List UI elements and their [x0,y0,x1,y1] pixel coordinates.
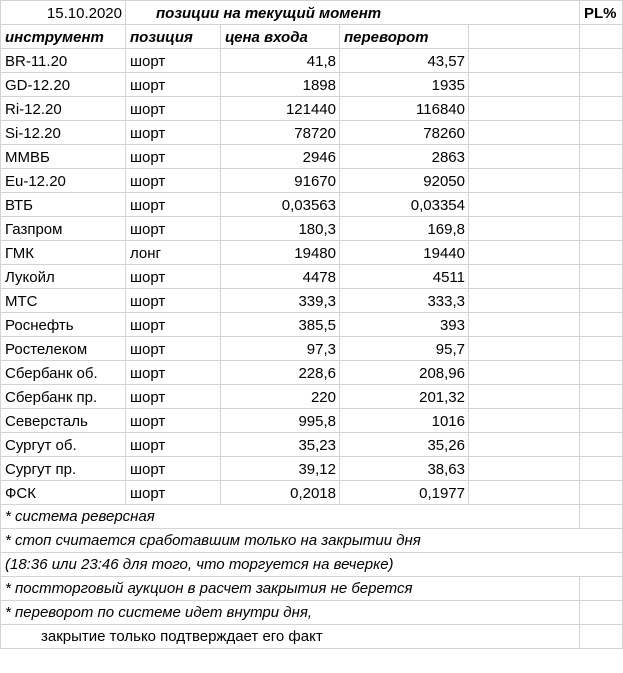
empty-cell[interactable] [580,97,623,121]
table-row [1,217,623,241]
note-row [1,553,623,577]
position-cell[interactable]: шорт [126,217,221,241]
empty-cell[interactable] [469,457,580,481]
entry-price-cell[interactable]: 228,6 [221,361,340,385]
pl-cell[interactable]: PL% [580,1,623,25]
empty-cell[interactable] [580,601,623,625]
entry-price-cell[interactable]: 97,3 [221,337,340,361]
date-cell[interactable]: 15.10.2020 [1,1,126,25]
table-row [1,193,623,217]
position-cell[interactable]: шорт [126,97,221,121]
note-cell[interactable] [1,529,421,553]
empty-cell[interactable] [469,577,580,601]
table-row [1,121,623,145]
reversal-cell[interactable]: 0,03354 [340,193,469,217]
empty-cell[interactable] [580,73,623,97]
table-row [1,337,623,361]
entry-price-cell[interactable]: 121440 [221,97,340,121]
empty-cell[interactable] [469,625,580,649]
instrument-cell[interactable]: BR-11.20 [1,49,126,73]
reversal-cell[interactable]: 43,57 [340,49,469,73]
position-cell[interactable]: шорт [126,457,221,481]
entry-price-cell[interactable]: 19480 [221,241,340,265]
reversal-cell[interactable]: 208,96 [340,361,469,385]
empty-cell[interactable] [469,25,580,49]
position-cell[interactable]: шорт [126,169,221,193]
entry-price-cell[interactable]: 0,03563 [221,193,340,217]
table-row [1,313,623,337]
entry-price-cell[interactable]: 39,12 [221,457,340,481]
empty-cell[interactable] [580,529,623,553]
reversal-cell[interactable]: 333,3 [340,289,469,313]
note-text: (18:36 или 23:46 для того, что торгуется на вечерке) [5,556,394,573]
note-text: * стоп считается сработавшим только на закрытии дня [5,532,421,549]
col-instrument[interactable]: инструмент [1,25,126,49]
instrument-cell[interactable]: Сбербанк об. [1,361,126,385]
empty-cell[interactable] [580,121,623,145]
empty-cell[interactable] [580,457,623,481]
empty-cell[interactable] [469,313,580,337]
empty-cell[interactable] [469,505,580,529]
entry-price-cell[interactable]: 41,8 [221,49,340,73]
empty-cell[interactable] [340,625,469,649]
position-cell[interactable]: шорт [126,313,221,337]
empty-cell[interactable] [469,169,580,193]
table-row [1,241,623,265]
position-cell[interactable]: шорт [126,265,221,289]
position-cell[interactable]: шорт [126,193,221,217]
note-cell[interactable] [1,577,413,601]
note-row [1,577,623,601]
table-row [1,289,623,313]
empty-cell[interactable] [469,97,580,121]
empty-cell[interactable] [340,505,469,529]
entry-price-cell[interactable]: 180,3 [221,217,340,241]
note-cell[interactable] [1,625,323,649]
position-cell[interactable]: лонг [126,241,221,265]
entry-price-cell[interactable]: 339,3 [221,289,340,313]
reversal-cell[interactable]: 19440 [340,241,469,265]
note-text: * постторговый аукцион в расчет закрытия не берется [5,580,413,597]
position-cell[interactable]: шорт [126,361,221,385]
instrument-cell[interactable]: ММВБ [1,145,126,169]
empty-cell[interactable] [340,601,469,625]
empty-cell[interactable] [580,505,623,529]
empty-cell[interactable] [469,409,580,433]
position-cell[interactable]: шорт [126,385,221,409]
empty-cell[interactable] [469,361,580,385]
reversal-cell[interactable]: 0,1977 [340,481,469,505]
empty-cell[interactable] [580,313,623,337]
empty-cell[interactable] [580,265,623,289]
empty-cell[interactable] [469,241,580,265]
col-reversal[interactable]: переворот [340,25,469,49]
table-row [1,169,623,193]
instrument-cell[interactable]: Газпром [1,217,126,241]
empty-cell[interactable] [580,169,623,193]
empty-cell[interactable] [469,217,580,241]
empty-cell[interactable] [469,553,580,577]
empty-cell[interactable] [469,433,580,457]
instrument-cell[interactable]: Eu-12.20 [1,169,126,193]
reversal-cell[interactable]: 78260 [340,121,469,145]
instrument-cell[interactable]: Северсталь [1,409,126,433]
entry-price-cell[interactable]: 385,5 [221,313,340,337]
col-position[interactable]: позиция [126,25,221,49]
reversal-cell[interactable]: 38,63 [340,457,469,481]
table-row [1,457,623,481]
table-row [1,49,623,73]
position-cell[interactable]: шорт [126,49,221,73]
position-cell[interactable]: шорт [126,73,221,97]
note-text: * переворот по системе идет внутри дня, [5,604,313,621]
entry-price-cell[interactable]: 35,23 [221,433,340,457]
entry-price-cell[interactable]: 91670 [221,169,340,193]
reversal-cell[interactable]: 95,7 [340,337,469,361]
empty-cell[interactable] [221,505,340,529]
empty-cell[interactable] [580,361,623,385]
instrument-cell[interactable]: ФСК [1,481,126,505]
entry-price-cell[interactable]: 995,8 [221,409,340,433]
note-row [1,529,623,553]
column-header-row [1,25,623,49]
table-row [1,409,623,433]
empty-cell[interactable] [469,145,580,169]
position-cell[interactable]: шорт [126,289,221,313]
empty-cell[interactable] [580,481,623,505]
instrument-cell[interactable]: Ростелеком [1,337,126,361]
reversal-cell[interactable]: 2863 [340,145,469,169]
empty-cell[interactable] [580,49,623,73]
reversal-cell[interactable]: 393 [340,313,469,337]
empty-cell[interactable] [580,193,623,217]
col-entry-price[interactable]: цена входа [221,25,340,49]
empty-cell[interactable] [469,601,580,625]
reversal-cell[interactable]: 1935 [340,73,469,97]
table-row [1,265,623,289]
empty-cell[interactable] [580,25,623,49]
table-row [1,97,623,121]
entry-price-cell[interactable]: 220 [221,385,340,409]
reversal-cell[interactable]: 4511 [340,265,469,289]
instrument-cell[interactable]: Si-12.20 [1,121,126,145]
empty-cell[interactable] [580,625,623,649]
table-row [1,433,623,457]
empty-cell[interactable] [469,481,580,505]
note-cell[interactable] [1,505,155,529]
empty-cell[interactable] [469,385,580,409]
entry-price-cell[interactable]: 1898 [221,73,340,97]
instrument-cell[interactable]: Лукойл [1,265,126,289]
position-cell[interactable]: шорт [126,145,221,169]
note-row [1,601,623,625]
instrument-cell[interactable]: Сургут пр. [1,457,126,481]
empty-cell[interactable] [469,121,580,145]
position-cell[interactable]: шорт [126,121,221,145]
reversal-cell[interactable]: 169,8 [340,217,469,241]
note-cell[interactable] [1,553,394,577]
reversal-cell[interactable]: 201,32 [340,385,469,409]
note-row [1,625,623,649]
instrument-cell[interactable]: Ri-12.20 [1,97,126,121]
instrument-cell[interactable]: Сбербанк пр. [1,385,126,409]
empty-cell[interactable] [469,289,580,313]
entry-price-cell[interactable]: 4478 [221,265,340,289]
reversal-cell[interactable]: 1016 [340,409,469,433]
instrument-cell[interactable]: Сургут об. [1,433,126,457]
empty-cell[interactable] [469,193,580,217]
empty-cell[interactable] [469,529,580,553]
table-row [1,73,623,97]
instrument-cell[interactable]: МТС [1,289,126,313]
empty-cell[interactable] [469,73,580,97]
empty-cell[interactable] [469,265,580,289]
instrument-cell[interactable]: ВТБ [1,193,126,217]
reversal-cell[interactable]: 116840 [340,97,469,121]
position-cell[interactable]: шорт [126,481,221,505]
title-cell[interactable]: позиции на текущий момент [126,1,469,25]
reversal-cell[interactable]: 35,26 [340,433,469,457]
entry-price-cell[interactable]: 78720 [221,121,340,145]
instrument-cell[interactable]: Роснефть [1,313,126,337]
note-text: * система реверсная [5,508,155,525]
empty-cell[interactable] [580,145,623,169]
table-row [1,361,623,385]
entry-price-cell[interactable]: 0,2018 [221,481,340,505]
empty-cell[interactable] [580,337,623,361]
table-row [1,385,623,409]
empty-cell[interactable] [580,577,623,601]
header-row [1,1,623,25]
note-row [1,505,623,529]
empty-cell[interactable] [580,289,623,313]
empty-cell[interactable] [580,553,623,577]
empty-cell[interactable] [580,409,623,433]
empty-cell[interactable] [580,433,623,457]
instrument-cell[interactable]: GD-12.20 [1,73,126,97]
entry-price-cell[interactable]: 2946 [221,145,340,169]
position-cell[interactable]: шорт [126,433,221,457]
empty-cell[interactable] [580,241,623,265]
table-row [1,145,623,169]
position-cell[interactable]: шорт [126,409,221,433]
table-row [1,481,623,505]
position-cell[interactable]: шорт [126,337,221,361]
empty-cell[interactable] [580,217,623,241]
note-cell[interactable] [1,601,313,625]
empty-cell[interactable] [469,337,580,361]
empty-cell[interactable] [580,385,623,409]
reversal-cell[interactable]: 92050 [340,169,469,193]
instrument-cell[interactable]: ГМК [1,241,126,265]
empty-cell[interactable] [469,49,580,73]
note-text: закрытие только подтверждает его факт [41,628,323,645]
